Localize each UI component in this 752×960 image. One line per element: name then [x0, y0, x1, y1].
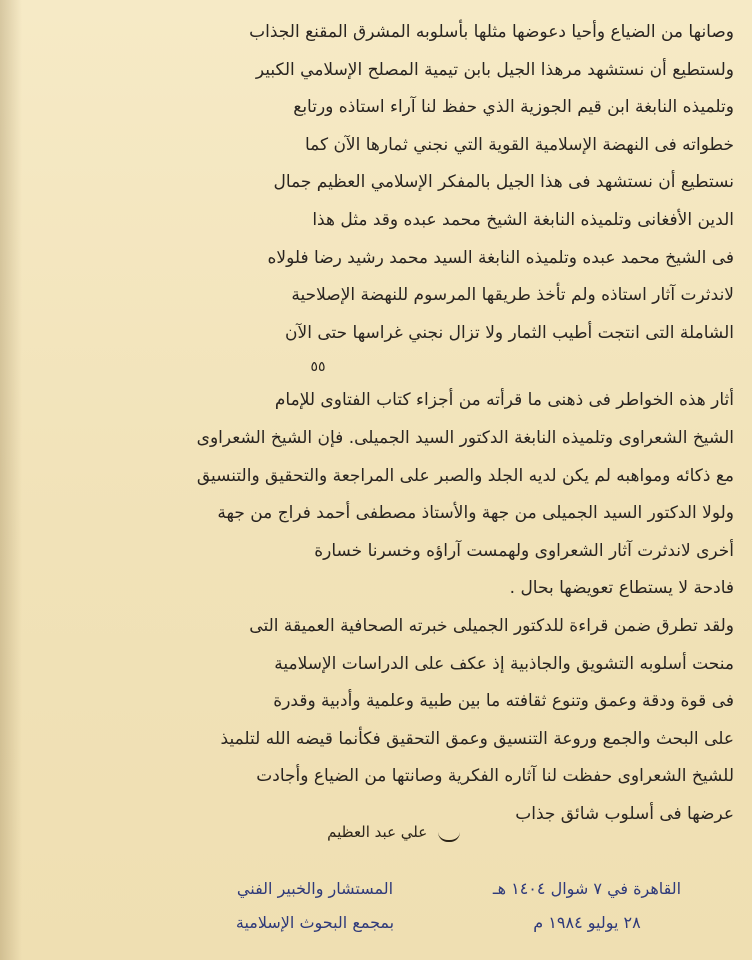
letter-line: عرضها فى أسلوب شائق جذاب [515, 803, 734, 824]
letter-line: فادحة لا يستطاع تعويضها بحال . [509, 578, 734, 599]
date-hijri: القاهرة في ٧ شوال ١٤٠٤ هـ [492, 879, 682, 898]
letter-line: الشيخ الشعراوى وتلميذه النابغة الدكتور السيد الجميلى. فإن الشيخ الشعراوى [196, 427, 734, 448]
letter-line: وصانها من الضياع وأحيا دعوضها مثلها بأسلوبه المشرق المقنع الجذاب [249, 22, 734, 42]
author-institution: بمجمع البحوث الإسلامية [235, 913, 395, 932]
paper-edge-shadow [0, 0, 22, 960]
letter-line: فى الشيخ محمد عبده وتلميذه النابغة السيد محمد رشيد رضا فلولاه [267, 247, 734, 268]
letter-line: أخرى لاندثرت آثار الشعراوى ولهمست آراؤه وخسرنا خسارة [314, 540, 734, 561]
date-gregorian: ٢٨ يوليو ١٩٨٤ م [533, 913, 641, 932]
letter-line: مع ذكائه ومواهبه لم يكن لديه الجلد والصبر على المراجعة والتحقيق والتنسيق [196, 465, 734, 486]
author-position: المستشار والخبير الفني [236, 879, 394, 898]
letter-line: الدين الأفغانى وتلميذه النابغة الشيخ محمد عبده وقد مثل هذا [312, 209, 734, 230]
letter-line: خطواته فى النهضة الإسلامية القوية التي نجني ثمارها الآن كما [304, 134, 734, 155]
author-signature [200, 823, 460, 842]
letter-line: للشيخ الشعراوى حفظت لنا آثاره الفكرية وصانتها من الضياع وأجادت [256, 766, 734, 787]
author-title [200, 872, 430, 940]
section-separator: ٥٥ [310, 359, 326, 376]
signature-name: علي عبد العظيم [327, 823, 428, 841]
letter-body [22, 14, 734, 833]
letter-line: لاندثرت آثار استاذه ولم تأخذ طريقها المرسوم للنهضة الإصلاحية [291, 285, 734, 306]
letter-line: على البحث والجمع وروعة التنسيق وعمق التحقيق فكأنما قيضه الله لتلميذ [220, 728, 734, 749]
letter-date [482, 872, 692, 940]
signature-flourish [438, 824, 460, 842]
letter-line: أثار هذه الخواطر فى ذهنى ما قرأته من أجزاء كتاب الفتاوى للإمام [274, 390, 734, 411]
letter-footer [200, 872, 692, 942]
letter-line: منحت أسلوبه التشويق والجاذبية إذ عكف على الدراسات الإسلامية [274, 653, 734, 674]
letter-line: نستطيع أن نستشهد فى هذا الجيل بالمفكر الإسلامي العظيم جمال [273, 172, 734, 193]
letter-line: ولستطيع أن نستشهد مرهذا الجيل بابن تيمية المصلح الإسلامي الكبير [255, 59, 734, 80]
letter-line: ولقد تطرق ضمن قراءة للدكتور الجميلى خبرته الصحافية العميقة التى [249, 615, 734, 636]
letter-line: فى قوة ودقة وعمق وتنوع ثقافته ما بين طبية وعلمية وأدبية وقدرة [273, 691, 734, 712]
letter-line: وتلميذه النابغة ابن قيم الجوزية الذي حفظ لنا آراء استاذه ورتابع [293, 97, 734, 118]
letter-line: ولولا الدكتور السيد الجميلى من جهة والأستاذ مصطفى أحمد فراج من جهة [217, 503, 734, 524]
letter-line: الشاملة التى انتجت أطيب الثمار ولا تزال نجني غراسها حتى الآن [285, 322, 734, 343]
